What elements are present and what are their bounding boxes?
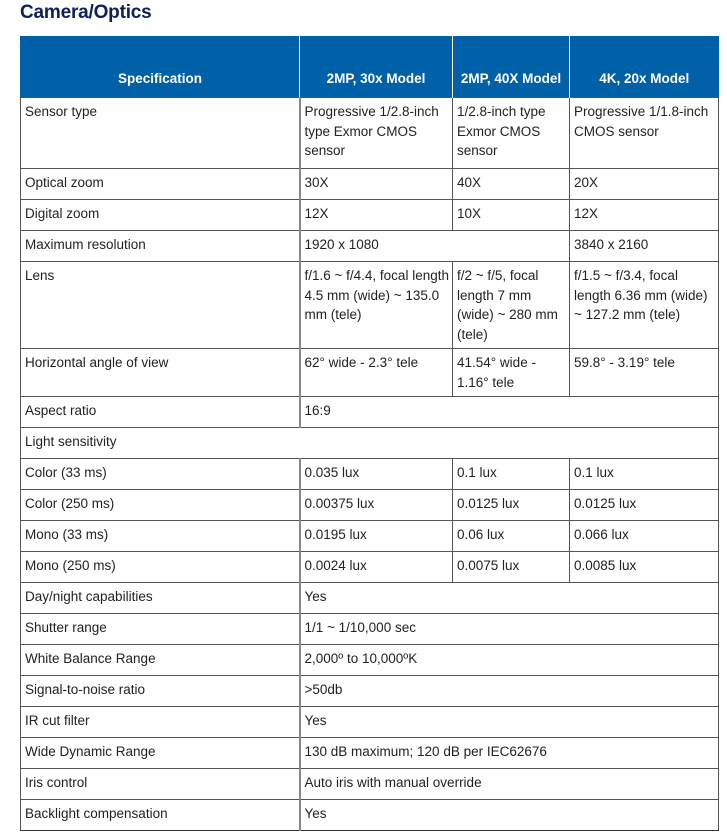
cell-value: 2,000º to 10,000ºK (300, 645, 719, 676)
row-label: Iris control (21, 769, 300, 800)
row-label: Sensor type (21, 98, 300, 169)
cell-value: 12X (570, 200, 719, 231)
row-label: Optical zoom (21, 169, 300, 200)
table-row (21, 169, 719, 200)
cell-value: 1920 x 1080 (300, 231, 570, 262)
row-label: Maximum resolution (21, 231, 300, 262)
row-label: White Balance Range (21, 645, 300, 676)
cell-value: 0.0075 lux (453, 552, 570, 583)
cell-value: Yes (300, 800, 719, 831)
table-row (21, 459, 719, 490)
header-specification: Specification (21, 36, 300, 98)
cell-value: 0.0195 lux (300, 521, 453, 552)
cell-value: 41.54° wide - 1.16° tele (453, 349, 570, 397)
cell-value: 0.00375 lux (300, 490, 453, 521)
header-2mp-40x: 2MP, 40X Model (453, 36, 570, 98)
cell-value: 10X (453, 200, 570, 231)
row-label: Day/night capabilities (21, 583, 300, 614)
table-row (21, 552, 719, 583)
row-label: Horizontal angle of view (21, 349, 300, 397)
table-row (21, 349, 719, 397)
table-row (21, 490, 719, 521)
table-row (21, 583, 719, 614)
table-row (21, 200, 719, 231)
cell-value: 3840 x 2160 (570, 231, 719, 262)
cell-value: Yes (300, 707, 719, 738)
cell-value: 0.066 lux (570, 521, 719, 552)
cell-value: 0.06 lux (453, 521, 570, 552)
row-label: Color (250 ms) (21, 490, 300, 521)
row-label: Mono (250 ms) (21, 552, 300, 583)
row-label: Signal-to-noise ratio (21, 676, 300, 707)
cell-value: 0.0125 lux (453, 490, 570, 521)
page-title: Camera/Optics (20, 2, 152, 23)
cell-value: 12X (300, 200, 453, 231)
table-row (21, 262, 719, 349)
cell-value: 40X (453, 169, 570, 200)
cell-value: f/1.5 ~ f/3.4, focal length 6.36 mm (wide) ~ 127.2 mm (tele) (570, 262, 719, 349)
cell-value: f/1.6 ~ f/4.4, focal length 4.5 mm (wide) ~ 135.0 mm (tele) (300, 262, 453, 349)
cell-value: >50db (300, 676, 719, 707)
row-label: Color (33 ms) (21, 459, 300, 490)
table-row (21, 676, 719, 707)
cell-value: 0.0085 lux (570, 552, 719, 583)
row-label: IR cut filter (21, 707, 300, 738)
cell-value: 0.0024 lux (300, 552, 453, 583)
table-row (21, 98, 719, 169)
header-2mp-30x: 2MP, 30x Model (300, 36, 453, 98)
table-row (21, 521, 719, 552)
table-row (21, 707, 719, 738)
row-label: Lens (21, 262, 300, 349)
table-row (21, 800, 719, 831)
section-label: Light sensitivity (21, 428, 719, 459)
row-label: Shutter range (21, 614, 300, 645)
cell-value: 0.1 lux (570, 459, 719, 490)
cell-value: 0.1 lux (453, 459, 570, 490)
cell-value: Yes (300, 583, 719, 614)
table-row (21, 614, 719, 645)
cell-value: 1/1 ~ 1/10,000 sec (300, 614, 719, 645)
cell-value: 62° wide - 2.3° tele (300, 349, 453, 397)
row-label: Backlight compensation (21, 800, 300, 831)
header-4k-20x: 4K, 20x Model (570, 36, 719, 98)
row-label: Aspect ratio (21, 397, 300, 428)
table-row (21, 769, 719, 800)
cell-value: Progressive 1/2.8-inch type Exmor CMOS sensor (300, 98, 453, 169)
table-header-row (21, 36, 719, 98)
cell-value: f/2 ~ f/5, focal length 7 mm (wide) ~ 280 mm (tele) (453, 262, 570, 349)
table-row (21, 645, 719, 676)
table-row-section (21, 428, 719, 459)
cell-value: 16:9 (300, 397, 719, 428)
table-row (21, 738, 719, 769)
row-label: Wide Dynamic Range (21, 738, 300, 769)
cell-value: 130 dB maximum; 120 dB per IEC62676 (300, 738, 719, 769)
row-label: Digital zoom (21, 200, 300, 231)
cell-value: 20X (570, 169, 719, 200)
cell-value: 59.8° - 3.19° tele (570, 349, 719, 397)
cell-value: 30X (300, 169, 453, 200)
camera-optics-spec-table (20, 36, 719, 831)
cell-value: 0.035 lux (300, 459, 453, 490)
row-label: Mono (33 ms) (21, 521, 300, 552)
table-row (21, 231, 719, 262)
table-row (21, 397, 719, 428)
cell-value: Auto iris with manual override (300, 769, 719, 800)
cell-value: 1/2.8-inch type Exmor CMOS sensor (453, 98, 570, 169)
cell-value: 0.0125 lux (570, 490, 719, 521)
cell-value: Progressive 1/1.8-inch CMOS sensor (570, 98, 719, 169)
